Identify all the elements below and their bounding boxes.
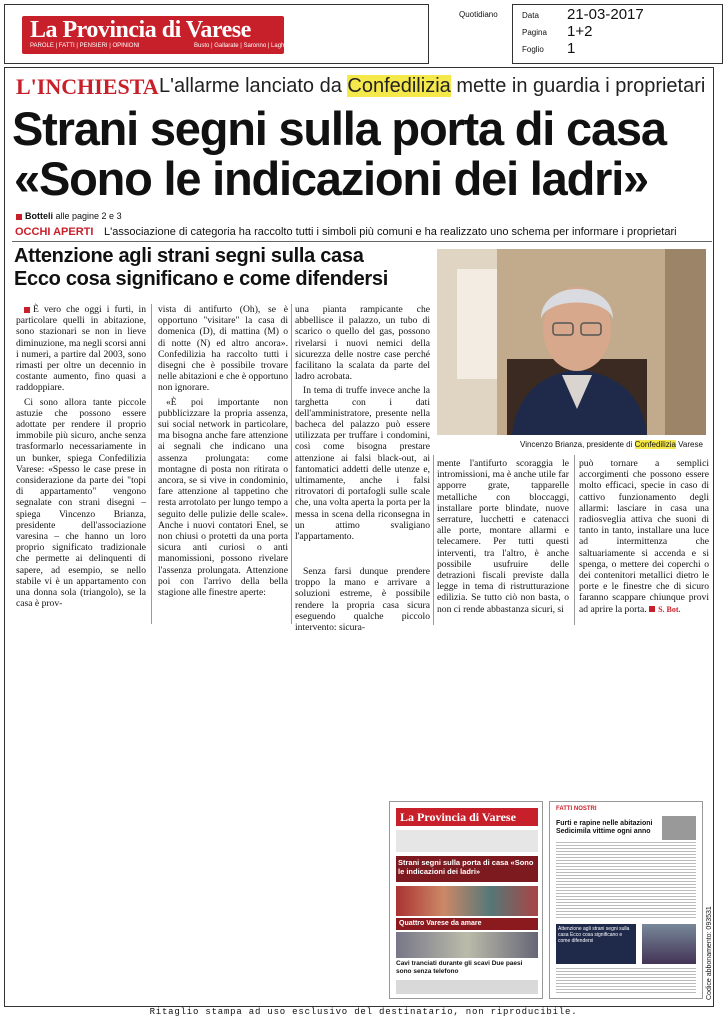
page-value: 1+2 [567,23,593,40]
article-title-1: Attenzione agli strani segni sulla casa [14,245,364,267]
page-label: Pagina [522,28,547,37]
article-column-1: È vero che oggi i furti, in particolare quelli in abitazione, sono stazionari se non in lieve diminuzione, ma negli scorsi anni i numeri, a partire dal 2003, sono rimasti per oltre un decennio in costante aumento, fino quasi a raddoppiare. Ci sono allora tante piccole astuzie che possono essere adottate per rendere il proprio immobile più sicuro, anche senza trasformarlo necessariamente in un bunker, spiega Confedilizia Varese: «Spesso le case prese in considerazione da parte dei "topi di appartamento" vengono segnalate con strani disegni – spiega Vincenzo Brianza, presidente dell'associazione varesina – che hanno un loro proprio significato tradizionale che permette ai delinquenti di sapere, ad esempio, se nello stabile vi è un appartamento con una donna sola (triangolo), se la casa è prov- [16,304,146,610]
article-column-2: vista di antifurto (Oh), se è opportuno "visitare" la casa di domenica (D), di mattina (M) o di notte (N) ed altro ancora». Confedilizia ha raccolto tutti i disegni che è possibile trovare nelle abitazioni e che è opportuno non ignorare. «È poi importante non pubblicizzare la propria assenza, sui social network in particolare, ma bisogna anche fare attenzione ai segnali che indicano una assenza prolungata: come montagne di posta non ritirata o ancora, se si vive in condominio, fare attenzione al tappetino che resta arrotolato per lungo tempo a seguito delle pulizie delle scale». Anche i nuovi contatori Enel, se non chiusi o protetti da una porta sicura anti curiosi o anti manomissioni, possono rivelare l'assenza prolungata. Attenzione poi con l'arrivo della bella stagione alle finestre aperte: [158,304,288,599]
thumbnail-inner-text-2 [556,968,696,994]
newspaper-logo-towns: Busto | Gallarate | Saronno | Laghi [194,43,286,49]
date-label: Data [522,11,539,20]
sub-kicker-text: L'associazione di categoria ha raccolto tutti i simboli più comuni e ha realizzato uno schema per informare i proprietari [104,226,677,238]
thumbnail-ads [396,980,538,994]
thumbnail-logo: La Provincia di Varese [396,808,538,826]
kicker: L'INCHIESTA [16,74,159,99]
article-column-3: una pianta rampicante che abbellisce il palazzo, un tubo di scarico o quello del gas, possono rivelarsi i nuovi nemici della sicurezza delle nostre case perché facilitano la scalata da parte del ladro acrobata. In tema di truffe invece anche la targhetta con i dati dell'amministratore, presente nella bacheca del palazzo può essere utilizzata per truffare i condomini, così come bisogna prestare attenzione ai falsi black-out, ai fantomatici addetti delle utenze e, ultimamente, anche i falsi ritrovatori di portafogli sulle scale che, una volta aperta la porta per la messa in scena della riconsegna in un attimo svaligiano l'appartamento. [295,304,430,543]
article-column-4: mente l'antifurto scoraggia le intromissioni, ma è anche utile far apporre grate, tapparelle metalliche con bloccaggi, installare porte blindate, nuove serrature, lucchetti e catenacci alle porte, montare allarmi e telecamere. Per tutti questi interventi, tra l'altro, è anche possibile usufruire delle detrazioni fiscali previste dalla legge in tema di ristrutturazione edilizia. Se tutto ciò non basta, o non ci rende abbastanza sicuri, si [437,458,569,615]
red-square-icon [16,214,22,220]
sheet-label: Foglio [522,45,544,54]
column-rule [151,304,152,624]
red-square-icon [649,606,655,612]
date-value: 21-03-2017 [567,6,644,23]
thumbnail-strip [396,830,538,852]
thumbnail-photo-2 [396,932,538,958]
subscription-code: Codice abbonamento: 093531 [706,906,713,1000]
headline-line-2: «Sono le indicazioni dei ladri» [14,152,648,205]
thumbnail-headline: Strani segni sulla porta di casa «Sono le indicazioni dei ladri» [396,856,538,882]
column-rule [291,304,292,624]
thumbnail-photo [396,886,538,916]
thumbnail-inner-photo-2 [642,924,696,964]
portrait-photo [437,249,706,435]
article-column-5: può tornare a semplici accorgimenti che possono essere molto efficaci, specie in caso di cattivo funzionamento degli allarmi: lasciare in casa una radiosveglia attiva che suoni di tanto in tanto, installare una luce ad intermittenza che saltuariamente si accenda e si spenga, o mettere dei coperchi o dei contenitori metallici dietro le porte e le finestre che di sicuro faranno scappare chiunque provi ad aprire la porta. S. Bot. [579,458,709,615]
sub-kicker: OCCHI APERTI [15,226,94,238]
thumbnail-inner-photo [662,816,696,840]
thumbnail-story: Cavi tranciati durante gli scavi Due paesi sono senza telefono [396,960,523,975]
divider [12,241,712,242]
thumbnail-section: FATTI NOSTRI [556,806,597,812]
thumbnail-inner-sub: Attenzione agli strani segni sulla casa Ecco cosa significano e come difendersi [556,924,636,964]
footer-notice: Ritaglio stampa ad uso esclusivo del destinatario, non riproducibile. [149,1007,578,1017]
kicker-subtitle: L'allarme lanciato da Confedilizia mette in guardia i proprietari [159,75,706,97]
headline-line-1: Strani segni sulla porta di casa [12,102,666,155]
thumbnail-banner: Quattro Varese da amare [396,918,538,930]
source-type: Quotidiano [459,10,498,19]
newspaper-logo-title: La Provincia di Varese [30,17,251,43]
highlight-confedilizia: Confedilizia [347,75,451,97]
photo-caption: Vincenzo Brianza, presidente di Confedilizia Varese [520,440,703,449]
column-rule [574,455,575,625]
signature: S. Bot. [658,604,681,614]
article-title-2: Ecco cosa significano e come difendersi [14,268,388,290]
red-bullet-icon [24,307,30,313]
thumbnail-inner-text [556,842,696,920]
newspaper-logo-sections: PAROLE | FATTI | PENSIERI | OPINIONI [30,43,140,49]
thumbnail-inner-headline: Furti e rapine nelle abitazioni Sedicimila vittime ogni anno [556,820,653,835]
page-reference: Botteli alle pagine 2 e 3 [16,211,122,221]
article-column-3-end: Senza farsi dunque prendere troppo la mano e arrivare a soluzioni estreme, è possibile rendere la propria casa sicura eseguendo qualche piccolo intervento: sicura- [295,566,430,634]
front-page-thumbnail [389,801,543,999]
column-rule [433,455,434,625]
inner-page-thumbnail [549,801,703,999]
sheet-value: 1 [567,40,576,57]
